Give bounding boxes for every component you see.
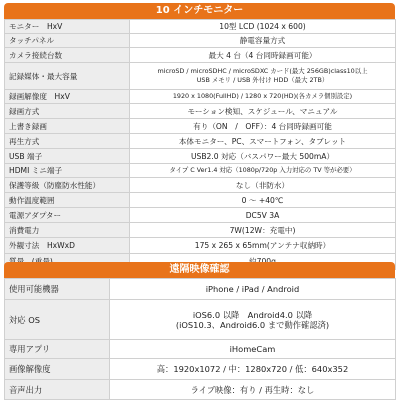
remote-table	[4, 278, 396, 400]
row-label-playback: 再生方式	[5, 134, 130, 149]
row-label-protection: 保護等級（防塵防水性能）	[5, 178, 130, 193]
row-value-devices: iPhone / iPad / Android	[110, 279, 396, 300]
row-label-power-consumption: 消費電力	[5, 223, 130, 238]
row-label-overwrite: 上書き録画	[5, 119, 130, 134]
row-label-camera-count: カメラ接続台数	[5, 48, 130, 63]
table-row	[5, 20, 396, 34]
row-label-dimensions: 外観寸法 HxWxD	[5, 238, 130, 254]
table-row	[5, 359, 396, 380]
table-row	[5, 340, 396, 359]
table-row	[5, 208, 396, 223]
remote-section-title: 遠隔映像確認	[4, 262, 395, 278]
row-value-audio: ライブ映像：有り / 再生時：なし	[110, 380, 396, 400]
row-label-usb: USB 端子	[5, 149, 130, 164]
row-value-os	[110, 300, 396, 340]
row-label-app: 専用アプリ	[5, 340, 110, 359]
storage-line-1: microSD / microSDHC / microSDXC カード(最大 256GB)class10以上	[157, 67, 368, 75]
os-line-1: iOS6.0 以降 Android4.0 以降	[192, 309, 313, 320]
row-label-hdmi: HDMI ミニ端子	[5, 164, 130, 178]
table-row	[5, 34, 396, 48]
row-label-rec-resolution: 録画解像度 HxV	[5, 90, 130, 104]
row-label-monitor: モニター HxV	[5, 20, 130, 34]
table-row	[5, 238, 396, 254]
row-label-audio: 音声出力	[5, 380, 110, 400]
row-label-devices: 使用可能機器	[5, 279, 110, 300]
table-row	[5, 223, 396, 238]
row-value-overwrite: 有り（ON / OFF）：4 台同時録画可能	[130, 119, 396, 134]
row-label-os: 対応 OS	[5, 300, 110, 340]
row-label-storage: 記録媒体・最大容量	[5, 63, 130, 90]
row-value-camera-count: 最大 4 台（4 台同時録画可能）	[130, 48, 396, 63]
row-value-temperature: 0 ～ +40℃	[130, 193, 396, 208]
spec-table	[4, 19, 396, 270]
row-value-protection: なし（非防水）	[130, 178, 396, 193]
row-label-image-resolution: 画像解像度	[5, 359, 110, 380]
row-value-power-adapter: DC5V 3A	[130, 208, 396, 223]
table-row	[5, 300, 396, 340]
table-row	[5, 178, 396, 193]
table-row	[5, 48, 396, 63]
row-value-power-consumption: 7W(12W：充電中)	[130, 223, 396, 238]
row-label-touch-panel: タッチパネル	[5, 34, 130, 48]
row-label-temperature: 動作温度範囲	[5, 193, 130, 208]
table-row	[5, 164, 396, 178]
table-row	[5, 90, 396, 104]
row-value-dimensions: 175 x 265 x 65mm(アンテナ収納時）	[130, 238, 396, 254]
table-row	[5, 149, 396, 164]
row-value-usb: USB2.0 対応（バスパワー最大 500mA）	[130, 149, 396, 164]
row-value-rec-resolution: 1920 x 1080(FullHD) / 1280 x 720(HD)(各カメラ個別設定)	[130, 90, 396, 104]
table-row	[5, 134, 396, 149]
row-label-power-adapter: 電源アダプター	[5, 208, 130, 223]
row-value-app: iHomeCam	[110, 340, 396, 359]
row-value-storage	[130, 63, 396, 90]
row-value-hdmi: タイプ C Ver1.4 対応（1080p/720p 入力対応の TV 等が必要）	[130, 164, 396, 178]
storage-line-2: USB メモリ / USB 外付け HDD（最大 2TB）	[196, 76, 329, 84]
row-value-monitor: 10型 LCD (1024 x 600)	[130, 20, 396, 34]
row-value-playback: 本体モニター、PC、スマートフォン、タブレット	[130, 134, 396, 149]
spec-section-title: 10 インチモニター	[4, 3, 395, 19]
table-row	[5, 380, 396, 400]
table-row	[5, 63, 396, 90]
row-value-rec-method: モーション検知、スケジュール、マニュアル	[130, 104, 396, 119]
table-row	[5, 279, 396, 300]
row-label-rec-method: 録画方式	[5, 104, 130, 119]
table-row	[5, 104, 396, 119]
row-value-image-resolution: 高：1920x1072 / 中：1280x720 / 低：640x352	[110, 359, 396, 380]
table-row	[5, 193, 396, 208]
table-row	[5, 119, 396, 134]
os-line-2: (iOS10.3、Android6.0 まで動作確認済)	[175, 319, 330, 330]
row-value-touch-panel: 静電容量方式	[130, 34, 396, 48]
